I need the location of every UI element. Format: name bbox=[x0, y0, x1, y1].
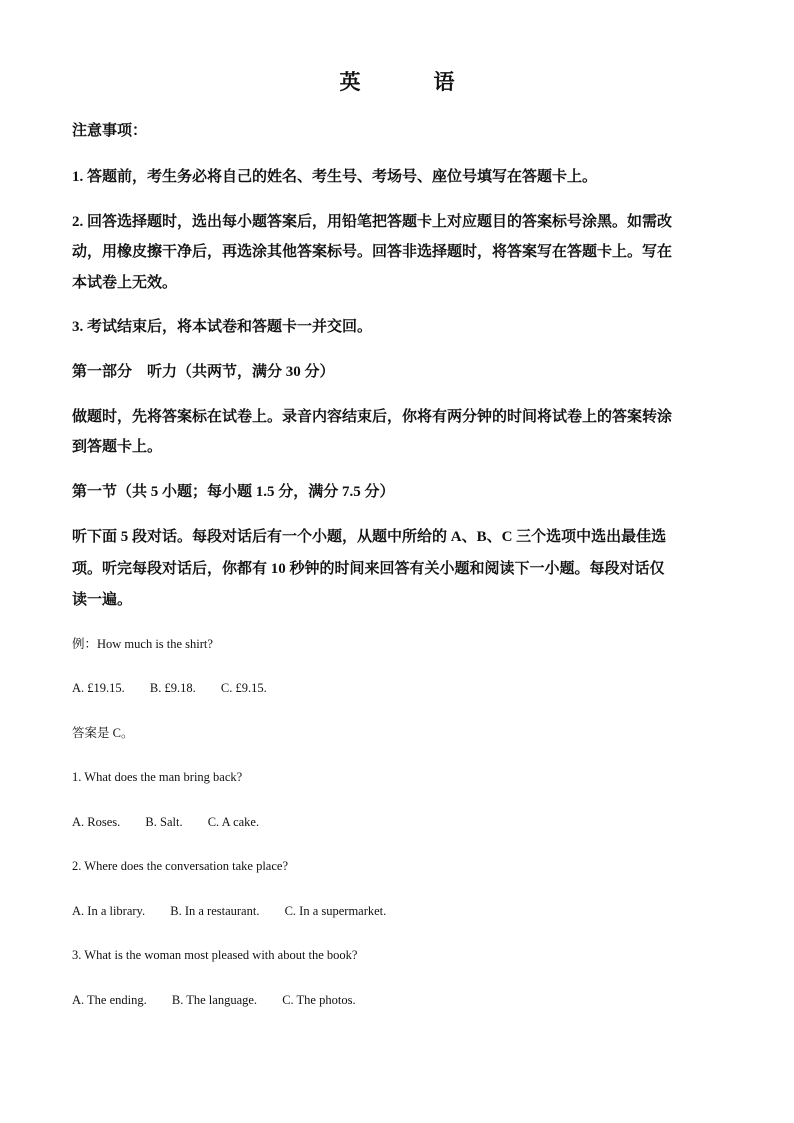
notice-3: 3. 考试结束后，将本试卷和答题卡一并交回。 bbox=[72, 319, 373, 335]
example-option-c: C. £9.15. bbox=[220, 681, 267, 695]
question-1-option-c: C. A cake. bbox=[207, 815, 260, 829]
part1-heading: 第一部分 听力（共两节，满分 30 分） bbox=[72, 364, 335, 380]
section1-instruction-line-1: 听下面 5 段对话。每段对话后有一个小题，从题中所给的 A、B、C 三个选项中选出最佳选 bbox=[72, 529, 667, 545]
part1-instruction-line-2: 到答题卡上。 bbox=[72, 439, 163, 455]
question-2: 2. Where does the conversation take place? bbox=[72, 859, 288, 873]
question-2-option-b: B. In a restaurant. bbox=[170, 904, 260, 918]
question-1-option-a: A. Roses. bbox=[72, 815, 121, 829]
question-1-options bbox=[72, 812, 732, 832]
section1-instruction-line-3: 读一遍。 bbox=[72, 592, 133, 608]
question-2-option-c: C. In a supermarket. bbox=[284, 904, 387, 918]
section1-instruction-line-2: 项。听完每段对话后，你都有 10 秒钟的时间来回答有关小题和阅读下一小题。每段对话仅 bbox=[72, 561, 665, 577]
example-options bbox=[72, 678, 732, 698]
example-option-b: B. £9.18. bbox=[149, 681, 196, 695]
notice-2-line-2: 动，用橡皮擦干净后，再选涂其他答案标号。回答非选择题时，将答案写在答题卡上。写在 bbox=[72, 244, 673, 260]
example-question: 例：How much is the shirt? bbox=[72, 637, 213, 651]
question-1: 1. What does the man bring back? bbox=[72, 770, 243, 784]
example-answer: 答案是 C。 bbox=[72, 726, 134, 740]
question-3: 3. What is the woman most pleased with about the book? bbox=[72, 948, 358, 962]
section1-heading: 第一节（共 5 小题；每小题 1.5 分，满分 7.5 分） bbox=[72, 484, 395, 500]
question-3-option-a: A. The ending. bbox=[72, 993, 147, 1007]
question-1-option-b: B. Salt. bbox=[145, 815, 183, 829]
notice-1: 1. 答题前，考生务必将自己的姓名、考生号、考场号、座位号填写在答题卡上。 bbox=[72, 169, 598, 185]
part1-instruction-line-1: 做题时，先将答案标在试卷上。录音内容结束后，你将有两分钟的时间将试卷上的答案转涂 bbox=[72, 409, 673, 425]
notice-2-line-1: 2. 回答选择题时，选出每小题答案后，用铅笔把答题卡上对应题目的答案标号涂黑。如需改 bbox=[72, 214, 673, 230]
notice-2-line-3: 本试卷上无效。 bbox=[72, 275, 178, 291]
question-3-option-c: C. The photos. bbox=[282, 993, 356, 1007]
question-3-option-b: B. The language. bbox=[171, 993, 258, 1007]
page-title: 英 语 bbox=[339, 70, 481, 94]
notice-heading: 注意事项： bbox=[72, 123, 148, 139]
question-3-options bbox=[72, 990, 732, 1010]
question-2-options bbox=[72, 901, 732, 921]
example-option-a: A. £19.15. bbox=[72, 681, 125, 695]
question-2-option-a: A. In a library. bbox=[72, 904, 146, 918]
